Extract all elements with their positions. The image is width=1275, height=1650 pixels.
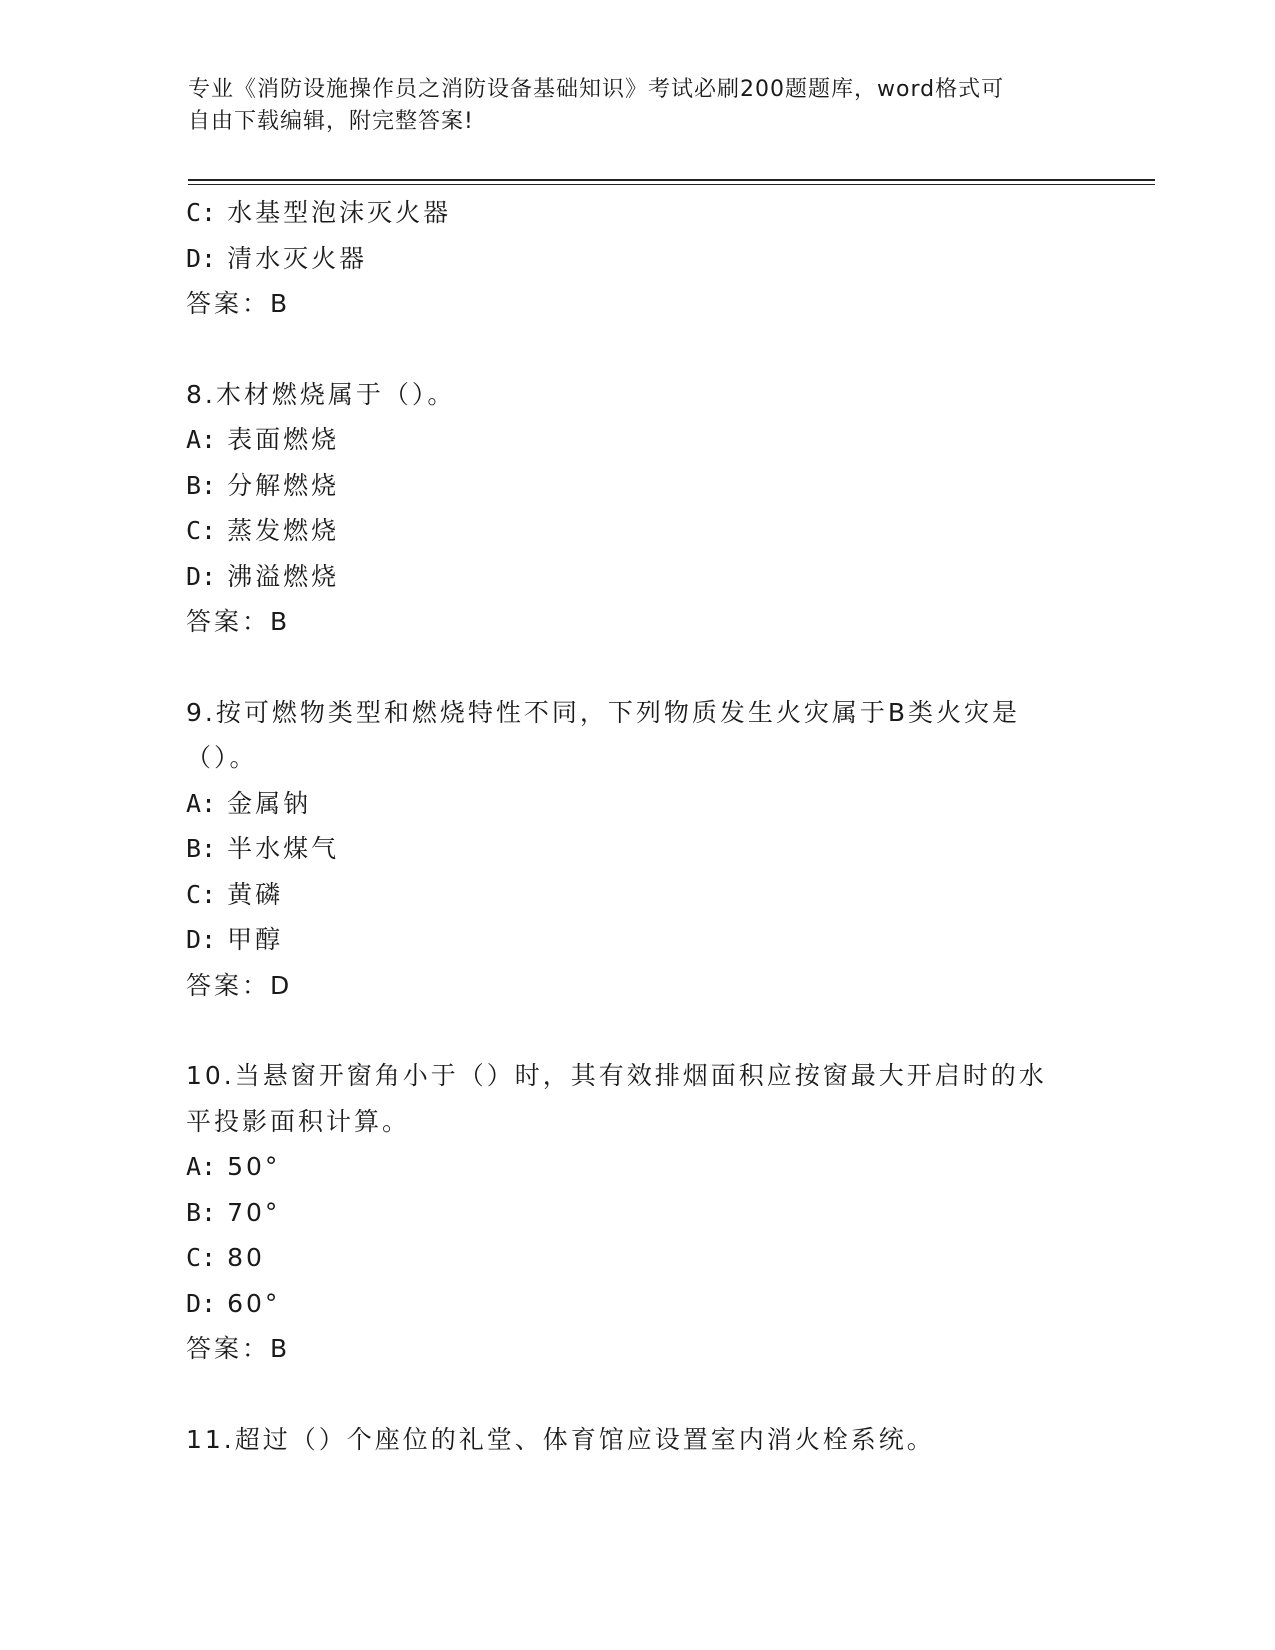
header-line-1: 专业《消防设施操作员之消防设备基础知识》考试必刷200题题库，word格式可 bbox=[188, 77, 1005, 102]
option-label: C: bbox=[186, 879, 217, 909]
question-11 bbox=[186, 1417, 1086, 1463]
header-line-2: 自由下载编辑，附完整答案! bbox=[188, 109, 474, 134]
question-stem: 9.按可燃物类型和燃烧特性不同，下列物质发生火灾属于B类火灾是 bbox=[186, 697, 1021, 727]
option-label: D: bbox=[186, 561, 217, 591]
option-row bbox=[186, 1235, 1086, 1281]
document-header bbox=[188, 74, 1068, 138]
option-label: D: bbox=[186, 925, 217, 954]
option-label: C: bbox=[186, 198, 217, 227]
option-row bbox=[186, 236, 1086, 282]
option-row bbox=[186, 872, 1086, 918]
option-row bbox=[186, 826, 1086, 872]
option-row bbox=[186, 508, 1086, 554]
option-row bbox=[186, 1281, 1086, 1327]
option-text: 金属钠 bbox=[227, 788, 312, 818]
option-label: B: bbox=[186, 834, 217, 863]
option-text: 70° bbox=[227, 1197, 281, 1227]
option-label: A: bbox=[186, 1152, 217, 1181]
option-row bbox=[186, 917, 1086, 963]
option-text: 甲醇 bbox=[227, 925, 284, 954]
question-stem: 10.当悬窗开窗角小于（）时，其有效排烟面积应按窗最大开启时的水 bbox=[186, 1061, 1047, 1090]
option-label: A: bbox=[186, 788, 217, 818]
option-text: 半水煤气 bbox=[227, 834, 340, 863]
question-stem-continued: （）。 bbox=[186, 743, 258, 772]
option-text: 表面燃烧 bbox=[227, 425, 340, 454]
option-text: 50° bbox=[227, 1152, 281, 1181]
option-row bbox=[186, 190, 1086, 236]
question-stem: 11.超过（）个座位的礼堂、体育馆应设置室内消火栓系统。 bbox=[186, 1424, 935, 1454]
question-8 bbox=[186, 372, 1086, 645]
option-label: B: bbox=[186, 1197, 217, 1227]
header-rule-thin bbox=[188, 184, 1155, 185]
option-text: 80 bbox=[227, 1243, 265, 1272]
answer-line: 答案：B bbox=[186, 289, 291, 318]
option-text: 黄磷 bbox=[227, 879, 284, 909]
option-label: A: bbox=[186, 425, 217, 454]
header-rule-thick bbox=[188, 179, 1155, 181]
option-label: B: bbox=[186, 470, 217, 500]
answer-line: 答案：B bbox=[186, 607, 291, 636]
answer-line: 答案：D bbox=[186, 970, 293, 1000]
option-row bbox=[186, 1190, 1086, 1236]
question-7-tail bbox=[186, 190, 1086, 327]
option-label: D: bbox=[186, 243, 217, 273]
document-body bbox=[186, 190, 1086, 1462]
option-text: 60° bbox=[227, 1288, 281, 1318]
answer-line: 答案：B bbox=[186, 1334, 291, 1363]
option-row bbox=[186, 781, 1086, 827]
option-text: 蒸发燃烧 bbox=[227, 516, 340, 545]
question-9 bbox=[186, 690, 1086, 1009]
option-row bbox=[186, 417, 1086, 463]
option-text: 分解燃烧 bbox=[227, 470, 340, 500]
option-text: 沸溢燃烧 bbox=[227, 561, 340, 591]
question-10 bbox=[186, 1053, 1086, 1372]
option-row bbox=[186, 1144, 1086, 1190]
option-label: C: bbox=[186, 1243, 217, 1272]
question-stem: 8.木材燃烧属于（）。 bbox=[186, 379, 456, 409]
question-stem-continued: 平投影面积计算。 bbox=[186, 1106, 411, 1136]
option-text: 清水灭火器 bbox=[227, 243, 368, 273]
option-row bbox=[186, 554, 1086, 600]
option-row bbox=[186, 463, 1086, 509]
option-label: C: bbox=[186, 516, 217, 545]
option-label: D: bbox=[186, 1288, 217, 1318]
option-text: 水基型泡沫灭火器 bbox=[227, 198, 452, 227]
